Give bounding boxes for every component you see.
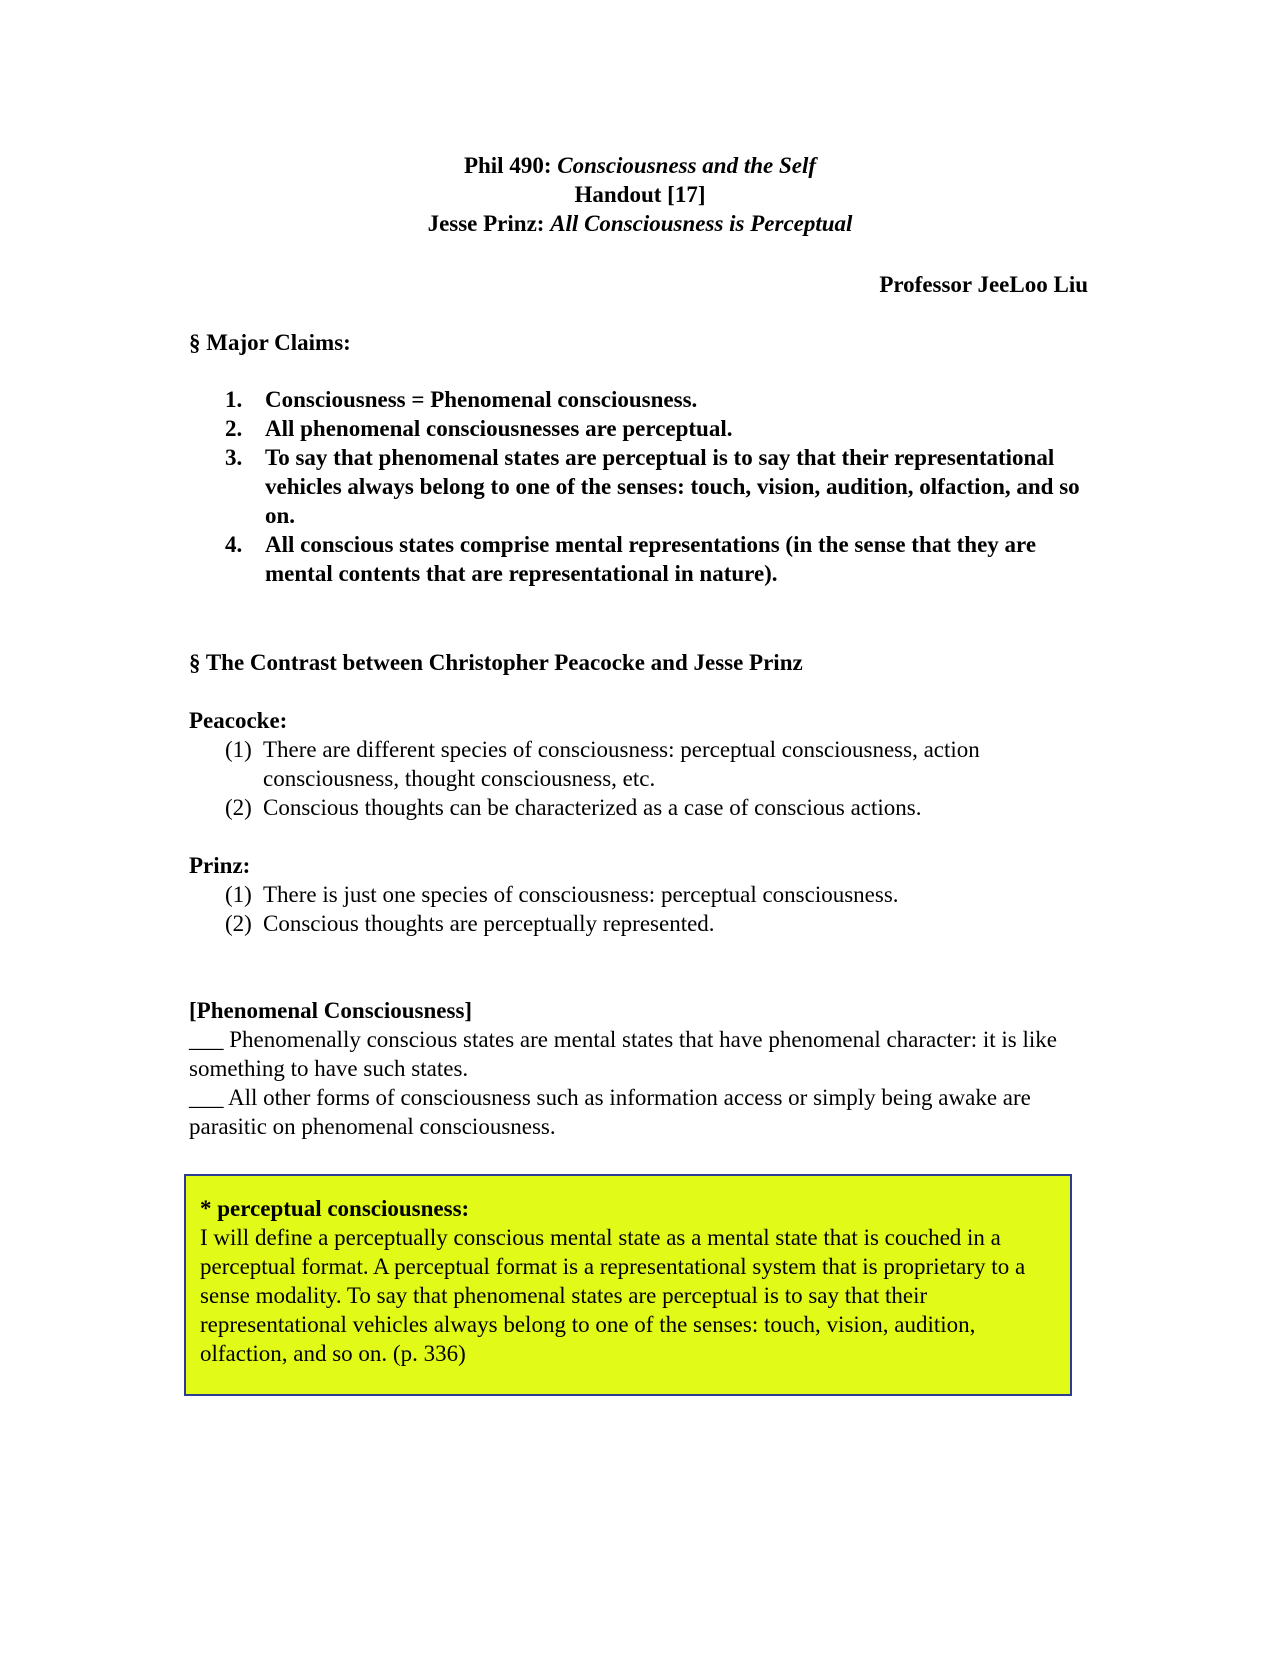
list-item-text: Conscious thoughts can be characterized as a case of conscious actions.	[263, 795, 922, 820]
course-title-line	[0, 151, 1280, 180]
callout-title: * perceptual consciousness:	[200, 1196, 470, 1221]
phenomenal-heading: [Phenomenal Consciousness]	[189, 998, 473, 1023]
reading-title: All Consciousness is Perceptual	[550, 211, 853, 236]
list-item-number: 2.	[225, 416, 243, 441]
contrast-heading: § The Contrast between Christopher Peacocke and Jesse Prinz	[189, 650, 803, 675]
list-item-number: 4.	[225, 532, 243, 557]
definition-callout	[184, 1174, 1072, 1396]
list-item-number: (1)	[225, 737, 252, 762]
major-claims-heading: § Major Claims:	[189, 330, 351, 355]
list-item-text: All conscious states comprise mental representations (in the sense that they are mental contents that are representational in nature).	[265, 532, 1037, 586]
course-code: Phil 490:	[463, 153, 552, 178]
list-item-text: Consciousness = Phenomenal consciousness.	[265, 387, 698, 412]
list-item-text: There is just one species of consciousness: perceptual consciousness.	[263, 882, 899, 907]
list-item	[225, 443, 1085, 530]
reading-author: Jesse Prinz:	[427, 211, 545, 236]
callout-body: I will define a perceptually conscious mental state as a mental state that is couched in a perceptual format. A perceptual format is a representational system that is proprietary to a sense modality. To say that phenomenal states are perceptual is to say that their representational vehicles always belong to one of the senses: touch, vision, audition, olfaction, and so on. (p. 336)	[200, 1225, 1026, 1366]
peacocke-label: Peacocke:	[189, 708, 288, 733]
list-item	[225, 530, 1085, 588]
phenomenal-paragraph-1: ___ Phenomenally conscious states are mental states that have phenomenal character: it is like something to have such states.	[189, 1027, 1057, 1081]
list-item-number: (2)	[225, 911, 252, 936]
list-item	[225, 735, 1085, 793]
prinz-label: Prinz:	[189, 853, 251, 878]
handout-number: Handout [17]	[574, 182, 706, 207]
peacocke-list	[225, 735, 1085, 822]
list-item-text: Conscious thoughts are perceptually represented.	[263, 911, 715, 936]
list-item-number: (2)	[225, 795, 252, 820]
list-item-number: 1.	[225, 387, 243, 412]
list-item	[225, 880, 1085, 909]
list-item-text: There are different species of consciousness: perceptual consciousness, action consciousness, thought consciousness, etc.	[263, 737, 980, 791]
prinz-list	[225, 880, 1085, 938]
major-claims-list	[225, 385, 1085, 588]
list-item-number: 3.	[225, 445, 243, 470]
list-item	[225, 909, 1085, 938]
phenomenal-paragraph-2: ___ All other forms of consciousness such as information access or simply being awake are parasitic on phenomenal consciousness.	[189, 1085, 1031, 1139]
reading-line	[0, 209, 1280, 238]
list-item	[225, 385, 1085, 414]
list-item-number: (1)	[225, 882, 252, 907]
list-item-text: All phenomenal consciousnesses are perceptual.	[265, 416, 733, 441]
list-item	[225, 414, 1085, 443]
list-item-text: To say that phenomenal states are perceptual is to say that their representational vehicles always belong to one of the senses: touch, vision, audition, olfaction, and so on.	[265, 445, 1080, 528]
list-item	[225, 793, 1085, 822]
professor-name: Professor JeeLoo Liu	[879, 272, 1088, 297]
course-title: Consciousness and the Self	[557, 153, 817, 178]
